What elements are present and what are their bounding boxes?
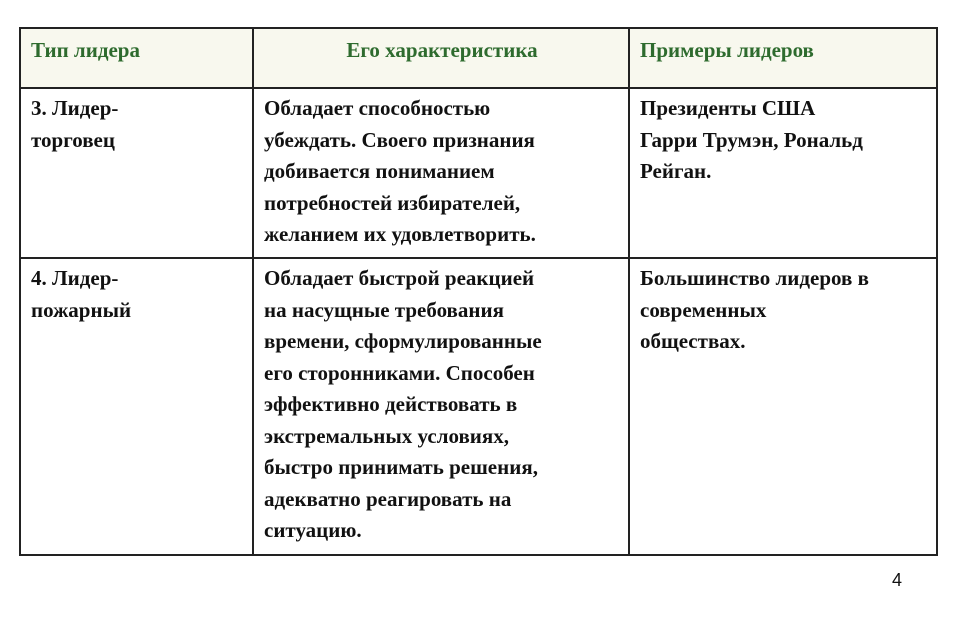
header-characteristic (253, 28, 629, 88)
table-row (20, 88, 937, 258)
characteristic-text: Обладает быстрой реакцией на насущные требования времени, сформулированные его сторонниками. Способен эффективно действовать в экстремальных условиях, быстро принимать решения, адекватно реагировать на ситуацию. (264, 266, 542, 542)
table-header (20, 28, 937, 88)
leader-type-text: 3. Лидер- торговец (31, 96, 119, 152)
header-examples-label: Примеры лидеров (640, 38, 814, 62)
leader-type-cell (20, 88, 253, 258)
characteristic-cell (253, 88, 629, 258)
header-examples (629, 28, 937, 88)
characteristic-cell (253, 258, 629, 555)
leader-type-text: 4. Лидер- пожарный (31, 266, 132, 322)
table-body (20, 88, 937, 555)
page-number: 4 (891, 570, 902, 590)
header-characteristic-label: Его характеристика (346, 38, 538, 62)
table-row (20, 258, 937, 555)
characteristic-text: Обладает способностью убеждать. Своего признания добивается пониманием потребностей избирателей, желанием их удовлетворить. (264, 96, 536, 246)
examples-text: Большинство лидеров в современных обществах. (640, 266, 869, 353)
header-leader-type (20, 28, 253, 88)
examples-cell (629, 258, 937, 555)
leaders-table (19, 27, 938, 556)
header-row (20, 28, 937, 88)
header-leader-type-label: Тип лидера (31, 38, 140, 62)
examples-text: Президенты США Гарри Трумэн, Рональд Рейган. (640, 96, 863, 183)
leader-type-cell (20, 258, 253, 555)
examples-cell (629, 88, 937, 258)
